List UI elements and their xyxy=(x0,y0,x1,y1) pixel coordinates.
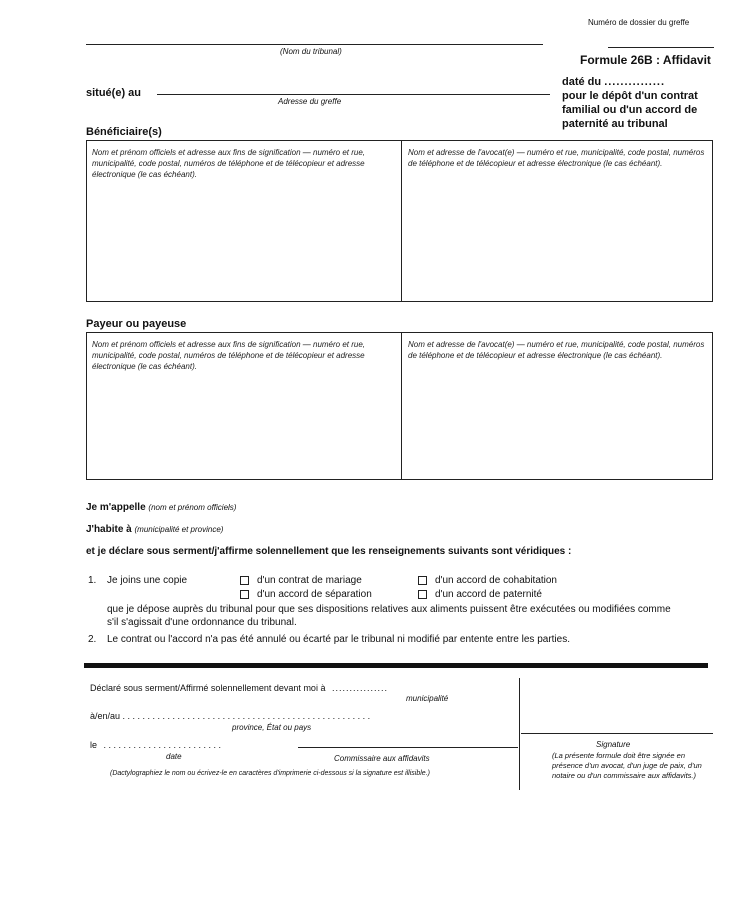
item-1-lead: Je joins une copie xyxy=(107,575,188,586)
beneficiary-lawyer-field[interactable]: Nom et adresse de l'avocat(e) — numéro et rue, municipalité, code postal, numéros de téléphone et de télécopieur et adresse électronique (le cas échéant). xyxy=(408,148,705,168)
province-dots[interactable]: . . . . . . . . . . . . . . . . . . . . . . . . . . . . . . . . . . . . . . . . . . . . . . . . . . xyxy=(122,711,371,721)
payor-name-field[interactable]: Nom et prénom officiels et adresse aux fins de signification — numéro et rue, municipalité, code postal, numéros de téléphone et de télécopieur et adresse électronique (le cas échéant). xyxy=(92,340,366,371)
option-cohabitation-agreement[interactable]: d'un accord de cohabitation xyxy=(418,575,557,587)
form-title: Formule 26B : Affidavit xyxy=(580,53,711,67)
sworn-row xyxy=(90,683,388,693)
province-caption: province, État ou pays xyxy=(232,723,312,732)
lives-label: J'habite à xyxy=(86,524,132,535)
option-paternity-agreement[interactable]: d'un accord de paternité xyxy=(418,589,542,601)
affidavit-purpose-1: pour le dépôt d'un contrat xyxy=(562,90,698,102)
signature-note: (La présente formule doit être signée en présence d'un avocat, d'un juge de paix, d'un notaire ou d'un commissaire aux affidavits.) xyxy=(552,751,702,780)
registry-address-caption: Adresse du greffe xyxy=(278,97,342,106)
affidavit-date-line xyxy=(562,75,665,89)
beneficiaries-heading: Bénéficiaire(s) xyxy=(86,126,162,138)
file-number-line[interactable] xyxy=(608,47,714,48)
date-dots[interactable]: . . . . . . . . . . . . . . . . . . . . . . . . xyxy=(103,740,222,750)
print-note: (Dactylographiez le nom ou écrivez-le en caractères d'imprimerie ci-dessous si la signature est illisible.) xyxy=(110,770,430,777)
sworn-place-dots[interactable]: ................ xyxy=(331,683,388,693)
checkbox[interactable] xyxy=(240,576,249,585)
checkbox[interactable] xyxy=(418,590,427,599)
item-2-text: Le contrat ou l'accord n'a pas été annulé ou écarté par le tribunal ni modifié par entente entre les parties. xyxy=(107,634,570,645)
date-caption: date xyxy=(166,752,182,761)
name-row xyxy=(86,502,236,513)
item-1-number: 1. xyxy=(88,575,97,586)
item-2-number: 2. xyxy=(88,634,97,645)
file-number-label: Numéro de dossier du greffe xyxy=(588,18,690,27)
affidavit-purpose-2: familial ou d'un accord de xyxy=(562,104,698,116)
court-name-line[interactable] xyxy=(86,44,543,45)
payor-lawyer-field[interactable]: Nom et adresse de l'avocat(e) — numéro et rue, municipalité, code postal, numéros de téléphone et de télécopieur et adresse électronique (le cas échéant). xyxy=(408,340,705,360)
registry-address-line[interactable] xyxy=(157,94,550,95)
name-label: Je m'appelle xyxy=(86,502,146,513)
jurat-divider xyxy=(519,678,520,790)
commissioner-caption: Commissaire aux affidavits xyxy=(334,754,430,763)
on-row xyxy=(90,740,221,750)
in-row xyxy=(90,711,370,721)
in-label: à/en/au xyxy=(90,711,121,721)
lives-row xyxy=(86,524,223,535)
checkbox[interactable] xyxy=(240,590,249,599)
sworn-text: Déclaré sous serment/Affirmé solennellement devant moi à xyxy=(90,683,326,693)
court-name-caption: (Nom du tribunal) xyxy=(280,47,342,56)
signature-caption: Signature xyxy=(596,740,631,749)
affidavit-purpose-3: paternité au tribunal xyxy=(562,118,668,130)
item-1-continuation: que je dépose auprès du tribunal pour que ses dispositions relatives aux aliments puissent être exécutées ou modifiées comme xyxy=(107,604,671,615)
affidavit-dated-label: daté du xyxy=(562,76,602,88)
located-at-label: situé(e) au xyxy=(86,87,142,99)
commissioner-line[interactable] xyxy=(298,747,518,748)
option-marriage-contract[interactable]: d'un contrat de mariage xyxy=(240,575,362,587)
lives-hint[interactable]: (municipalité et province) xyxy=(134,525,224,534)
oath-statement: et je déclare sous serment/j'affirme solennellement que les renseignements suivants sont véridiques : xyxy=(86,546,572,557)
section-divider xyxy=(84,663,708,668)
payor-divider xyxy=(401,332,402,480)
signature-line[interactable] xyxy=(521,733,713,734)
affidavit-date-dots[interactable]: ............... xyxy=(604,76,666,88)
on-label: le xyxy=(90,740,98,750)
checkbox[interactable] xyxy=(418,576,427,585)
payor-heading: Payeur ou payeuse xyxy=(86,318,187,330)
item-1-continuation-2: s'il s'agissait d'une ordonnance du tribunal. xyxy=(107,617,297,628)
beneficiary-name-field[interactable]: Nom et prénom officiels et adresse aux fins de signification — numéro et rue, municipalité, code postal, numéros de téléphone et de télécopieur et adresse électronique (le cas échéant). xyxy=(92,148,366,179)
municipality-caption: municipalité xyxy=(406,694,449,703)
name-hint[interactable]: (nom et prénom officiels) xyxy=(148,503,237,512)
beneficiaries-divider xyxy=(401,140,402,302)
option-separation-agreement[interactable]: d'un accord de séparation xyxy=(240,589,372,601)
